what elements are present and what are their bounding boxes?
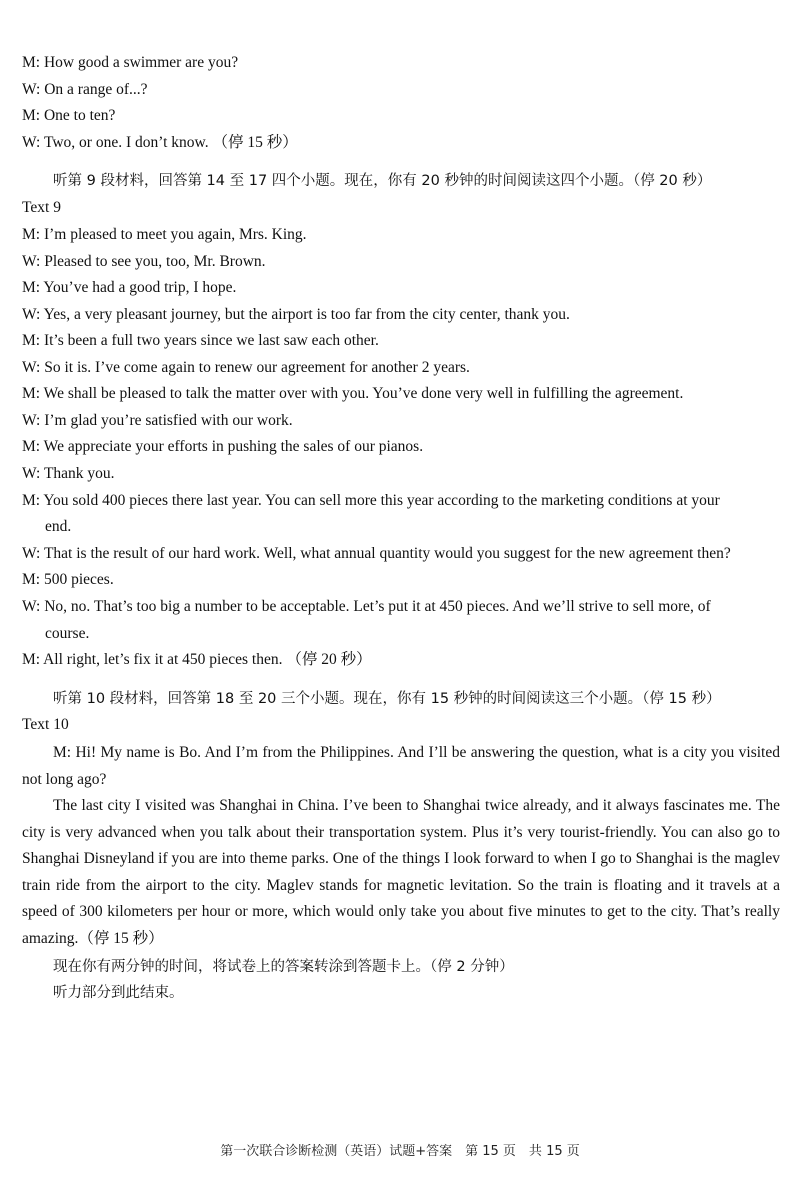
monologue-paragraph: M: Hi! My name is Bo. And I’m from the Philippines. And I’ll be answering the question, what is a city you visited not long ago? [22,744,780,788]
text9-instruction: 听第 9 段材料，回答第 14 至 17 四个小题。现在，你有 20 秒钟的时间阅读这四个小题。（停 20 秒） [53,173,712,189]
dialogue-line: M: You sold 400 pieces there last year. You can sell more this year according to the marketing conditions at your [22,492,720,509]
dialogue-line: W: I’m glad you’re satisfied with our work. [22,412,293,429]
text10-label: Text 10 [22,716,69,733]
transfer-instruction: 现在你有两分钟的时间，将试卷上的答案转涂到答题卡上。（停 2 分钟） [53,959,514,975]
dialogue-line: W: Yes, a very pleasant journey, but the airport is too far from the city center, thank you. [22,306,570,323]
dialogue-line: W: Two, or one. I don’t know. （停 15 秒） [22,134,298,151]
dialogue-line: W: No, no. That’s too big a number to be acceptable. Let’s put it at 450 pieces. And we’ll strive to sell more, of [22,598,711,615]
end-notice: 听力部分到此结束。 [53,985,184,1001]
dialogue-line: M: You’ve had a good trip, I hope. [22,279,237,296]
dialogue-line: M: How good a swimmer are you? [22,54,239,71]
monologue-paragraph: The last city I visited was Shanghai in China. I’ve been to Shanghai twice already, and it always fascinates me. The city is very advanced when you talk about their transportation system. Plus it’s very tourist-friendly. You can also go to Shanghai Disneyland if you are into theme parks. One of the things I look forward to when I go to Shanghai is the maglev train ride from the airport to the city. Maglev stands for magnetic levitation. So the train is floating and it travels at a speed of 300 kilometers per hour or more, which would only take you about five minutes to get to the city. That’s really amazing.（停 15 秒） [22,797,780,947]
page-footer: 第一次联合诊断检测（英语）试题+答案 第 15 页 共 15 页 [220,1144,580,1159]
dialogue-line: M: 500 pieces. [22,571,114,588]
dialogue-line: M: We appreciate your efforts in pushing the sales of our pianos. [22,438,424,455]
dialogue-line: M: I’m pleased to meet you again, Mrs. King. [22,226,307,243]
text10-instruction: 听第 10 段材料，回答第 18 至 20 三个小题。现在，你有 15 秒钟的时间阅读这三个小题。（停 15 秒） [53,691,721,707]
dialogue-line: W: Pleased to see you, too, Mr. Brown. [22,253,266,270]
dialogue-line-continued: course. [45,625,90,642]
dialogue-line: W: On a range of...? [22,81,148,98]
dialogue-line: W: Thank you. [22,465,115,482]
dialogue-line: M: One to ten? [22,107,116,124]
dialogue-line-continued: end. [45,518,72,535]
dialogue-line: M: We shall be pleased to talk the matter over with you. You’ve done very well in fulfilling the agreement. [22,385,684,402]
dialogue-line: W: That is the result of our hard work. Well, what annual quantity would you suggest for the new agreement then? [22,545,731,562]
dialogue-line: W: So it is. I’ve come again to renew our agreement for another 2 years. [22,359,470,376]
dialogue-line: M: It’s been a full two years since we last saw each other. [22,332,379,349]
dialogue-line: M: All right, let’s fix it at 450 pieces then. （停 20 秒） [22,651,372,668]
text9-label: Text 9 [22,199,61,216]
